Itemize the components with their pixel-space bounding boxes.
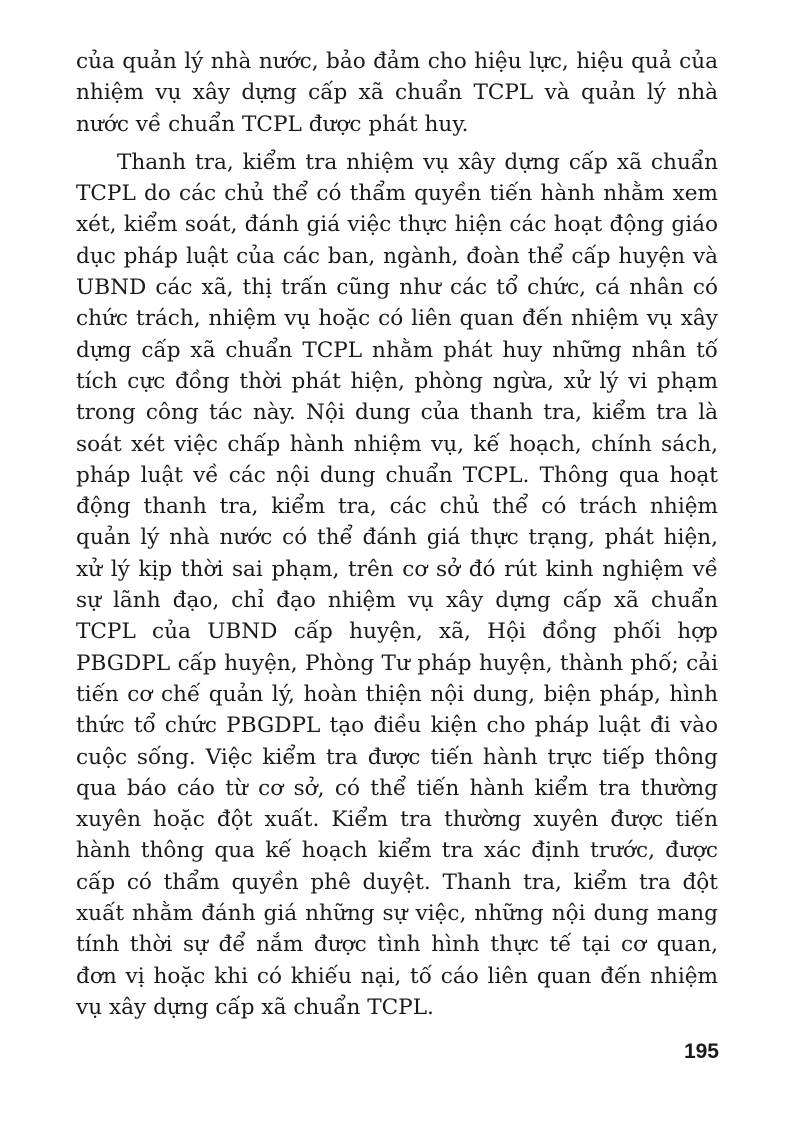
- body-text: [76, 46, 718, 1023]
- paragraph-continuation: của quản lý nhà nước, bảo đảm cho hiệu lực, hiệu quả của nhiệm vụ xây dựng cấp xã chuẩn TCPL và quản lý nhà nước về chuẩn TCPL được phát huy.: [76, 49, 718, 137]
- paragraph-inspection: Thanh tra, kiểm tra nhiệm vụ xây dựng cấp xã chuẩn TCPL do các chủ thể có thẩm quyền tiến hành nhằm xem xét, kiểm soát, đánh giá việc thực hiện các hoạt động giáo dục pháp luật của các ban, ngành, đoàn thể cấp huyện và UBND các xã, thị trấn cũng như các tổ chức, cá nhân có chức trách, nhiệm vụ hoặc có liên quan đến nhiệm vụ xây dựng cấp xã chuẩn TCPL nhằm phát huy những nhân tố tích cực đồng thời phát hiện, phòng ngừa, xử lý vi phạm trong công tác này. Nội dung của thanh tra, kiểm tra là soát xét việc chấp hành nhiệm vụ, kế hoạch, chính sách, pháp luật về các nội dung chuẩn TCPL. Thông qua hoạt động thanh tra, kiểm tra, các chủ thể có trách nhiệm quản lý nhà nước có thể đánh giá thực trạng, phát hiện, xử lý kịp thời sai phạm, trên cơ sở đó rút kinh nghiệm về sự lãnh đạo, chỉ đạo nhiệm vụ xây dựng cấp xã chuẩn TCPL của UBND cấp huyện, xã, Hội đồng phối hợp PBGDPL cấp huyện, Phòng Tư pháp huyện, thành phố; cải tiến cơ chế quản lý, hoàn thiện nội dung, biện pháp, hình thức tổ chức PBGDPL tạo điều kiện cho pháp luật đi vào cuộc sống. Việc kiểm tra được tiến hành trực tiếp thông qua báo cáo từ cơ sở, có thể tiến hành kiểm tra thường xuyên hoặc đột xuất. Kiểm tra thường xuyên được tiến hành thông qua kế hoạch kiểm tra xác định trước, được cấp có thẩm quyền phê duyệt. Thanh tra, kiểm tra đột xuất nhằm đánh giá những sự việc, những nội dung mang tính thời sự để nắm được tình hình thực tế tại cơ quan, đơn vị hoặc khi có khiếu nại, tố cáo liên quan đến nhiệm vụ xây dựng cấp xã chuẩn TCPL.: [76, 149, 718, 1020]
- page-number: 195: [683, 1040, 719, 1063]
